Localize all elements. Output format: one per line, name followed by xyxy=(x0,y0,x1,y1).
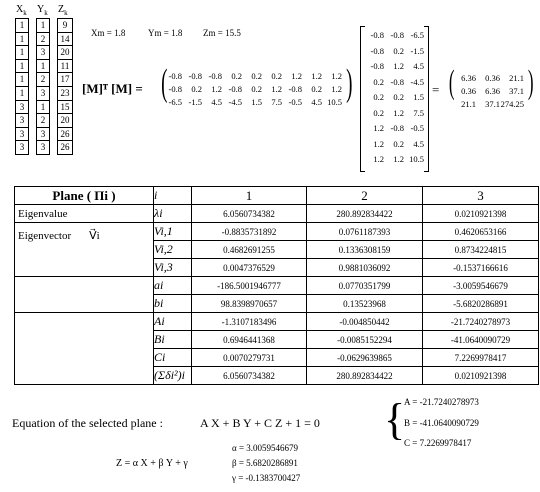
value-cell: 98.8398970657 xyxy=(192,295,307,313)
y-cell: 2 xyxy=(37,114,49,128)
z-cell: 20 xyxy=(58,114,72,128)
x-column-header: $X_k$ xyxy=(16,4,27,17)
matrix-row xyxy=(364,152,424,168)
empty-cell xyxy=(15,313,154,385)
beta-value: β = 5.6820286891 xyxy=(232,458,298,468)
matrix-cell: 6.36 xyxy=(485,86,500,96)
matrix-cell: 10.5 xyxy=(327,97,342,107)
matrix-cell: -6.5 xyxy=(410,30,424,40)
matrix-row xyxy=(452,72,524,85)
z-mean: Zm = 15.5 xyxy=(203,28,241,38)
matrix-cell: -1.5 xyxy=(410,45,424,56)
matrix-row xyxy=(452,85,524,98)
matrix-cell: 21.1 xyxy=(461,99,476,109)
value-cell: 0.0047376529 xyxy=(192,259,307,277)
empty-cell xyxy=(15,277,154,313)
matrix-cell: 0.2 xyxy=(251,71,262,81)
table-row xyxy=(15,313,539,331)
matrix-product-label: [M]ᵀ [M] = xyxy=(82,81,143,96)
result-left-paren: ( xyxy=(448,64,455,101)
y-column-header: $Y_k$ xyxy=(37,4,48,17)
x-mean: Xm = 1.8 xyxy=(91,28,126,38)
matrix-cell: -0.5 xyxy=(288,97,302,107)
x-cell: 3 xyxy=(16,128,28,142)
header-2: 2 xyxy=(307,187,423,205)
x-cell: 1 xyxy=(16,87,28,101)
value-cell: 6.0560734382 xyxy=(192,205,307,223)
row-symbol: Vi,2 xyxy=(154,241,192,259)
y-cell: 3 xyxy=(37,128,49,142)
y-mean: Ym = 1.8 xyxy=(148,28,183,38)
matrix-cell: 1.2 xyxy=(393,107,404,118)
result-matrix xyxy=(452,72,524,111)
matrix-row xyxy=(364,75,424,91)
matrix-cell: -0.8 xyxy=(168,84,182,94)
value-cell: 0.4620653166 xyxy=(423,223,539,241)
header-i: i xyxy=(154,187,192,205)
matrix-cell: 1.5 xyxy=(251,97,262,107)
matrix-cell: -4.5 xyxy=(410,76,424,87)
z-cell: 17 xyxy=(58,73,72,87)
value-cell: 0.9881036092 xyxy=(307,259,423,277)
row-symbol: Vi,1 xyxy=(154,223,192,241)
z-cell: 15 xyxy=(58,101,72,115)
matrix-cell: 4.5 xyxy=(311,97,322,107)
y-cell: 1 xyxy=(37,101,49,115)
y-cell: 1 xyxy=(37,19,49,33)
value-cell: -3.0059546679 xyxy=(423,277,539,295)
header-plane: Plane ( Πi ) xyxy=(15,187,154,205)
matrix-row xyxy=(162,96,342,109)
row-symbol: Ci xyxy=(154,349,192,367)
matrix-cell: 0.2 xyxy=(393,138,404,149)
matrix-cell: 0.2 xyxy=(271,71,282,81)
y-cell: 1 xyxy=(37,60,49,74)
eigenvector-symbol: V⃗i xyxy=(89,230,100,242)
matrix-cell: 0.2 xyxy=(373,92,384,102)
matrix-cell: 10.5 xyxy=(409,154,424,164)
header-3: 3 xyxy=(423,187,539,205)
matrix-cell: 1.2 xyxy=(211,84,222,94)
eigenvector-text: Eigenvector xyxy=(18,230,72,242)
value-cell: 0.0210921398 xyxy=(423,367,539,385)
value-cell: -0.8835731892 xyxy=(192,223,307,241)
z-cell: 26 xyxy=(60,142,70,153)
row-symbol: bi xyxy=(154,295,192,313)
matrix-row xyxy=(364,90,424,106)
matrix-cell: 1.2 xyxy=(331,71,342,81)
brace: { xyxy=(384,395,406,444)
value-cell: -186.5001946777 xyxy=(192,277,307,295)
z-column-header: $Z_k$ xyxy=(58,4,68,17)
mt-right-paren: ) xyxy=(346,62,353,104)
value-cell: 7.2269978417 xyxy=(423,349,539,367)
z-cell: 20 xyxy=(58,46,72,60)
value-cell: -5.6820286891 xyxy=(423,295,539,313)
matrix-cell: -0.8 xyxy=(168,71,182,81)
matrix-cell: 21.1 xyxy=(509,73,524,83)
matrix-row xyxy=(162,83,342,96)
table-row xyxy=(15,205,539,223)
matrix-cell: 4.5 xyxy=(413,138,424,149)
matrix-cell: 0.2 xyxy=(373,76,384,87)
value-cell: 280.892834422 xyxy=(307,367,423,385)
matrix-cell: -0.8 xyxy=(390,76,404,87)
matrix-cell: 1.2 xyxy=(373,123,384,133)
matrix-cell: -1.5 xyxy=(188,97,202,107)
mt-matrix xyxy=(162,70,342,109)
value-cell: -0.0085152294 xyxy=(307,331,423,349)
y-cell: 2 xyxy=(37,73,49,87)
matrix-cell: 1.2 xyxy=(373,138,384,149)
result-right-paren: ) xyxy=(527,64,534,101)
matrix-cell: -0.8 xyxy=(370,61,384,71)
value-cell: -1.3107183496 xyxy=(192,313,307,331)
z-cell: 11 xyxy=(58,60,72,74)
x-cell: 1 xyxy=(16,73,28,87)
value-cell: 0.0761187393 xyxy=(307,223,423,241)
eigenvalue-label: Eigenvalue xyxy=(15,205,154,223)
eigen-table xyxy=(14,186,539,385)
matrix-cell: 1.2 xyxy=(373,154,384,164)
matrix-cell: 1.2 xyxy=(393,154,404,164)
matrix-cell: 6.36 xyxy=(461,73,476,83)
z-cell: 9 xyxy=(58,19,72,33)
row-symbol: Vi,3 xyxy=(154,259,192,277)
table-header-row xyxy=(15,187,539,205)
matrix-cell: 0.2 xyxy=(393,45,404,56)
matrix-cell: 1.2 xyxy=(271,84,282,94)
value-cell: 0.0210921398 xyxy=(423,205,539,223)
value-cell: 0.13523968 xyxy=(307,295,423,313)
value-cell: 0.0070279731 xyxy=(192,349,307,367)
x-cell: 1 xyxy=(16,46,28,60)
matrix-cell: 1.2 xyxy=(393,61,404,71)
row-symbol: Bi xyxy=(154,331,192,349)
matrix-cell: -0.8 xyxy=(390,30,404,40)
z-cell: 14 xyxy=(58,33,72,47)
m-matrix xyxy=(364,28,424,168)
matrix-cell: -0.8 xyxy=(228,84,242,94)
value-cell: 0.0770351799 xyxy=(307,277,423,295)
coef-b: B = -41.0640090729 xyxy=(404,418,479,428)
matrix-cell: -0.8 xyxy=(208,71,222,81)
value-cell: 0.8734224815 xyxy=(423,241,539,259)
coef-c: C = 7.2269978417 xyxy=(404,438,472,448)
matrix-row xyxy=(364,121,424,137)
matrix-cell: -4.5 xyxy=(228,97,242,107)
matrix-cell: 1.2 xyxy=(311,71,322,81)
gamma-value: γ = -0.1383700427 xyxy=(232,473,301,483)
value-cell: 6.0560734382 xyxy=(192,367,307,385)
matrix-cell: 37.1 xyxy=(485,99,500,109)
x-cell: 3 xyxy=(16,114,28,128)
matrix-cell: 4.5 xyxy=(211,97,222,107)
equals-sign: = xyxy=(432,82,440,97)
y-cell: 2 xyxy=(37,33,49,47)
matrix-cell: -0.8 xyxy=(188,71,202,81)
matrix-row xyxy=(364,106,424,122)
matrix-cell: -0.8 xyxy=(370,30,384,40)
matrix-cell: 1.2 xyxy=(291,71,302,81)
z-cell: 26 xyxy=(58,128,72,142)
x-cell: 3 xyxy=(19,142,25,153)
y-column xyxy=(36,18,50,155)
row-symbol: λi xyxy=(154,205,192,223)
value-cell: 0.4682691255 xyxy=(192,241,307,259)
z-equation: Z = α X + β Y + γ xyxy=(116,458,188,469)
z-column xyxy=(57,18,73,155)
matrix-cell: -6.5 xyxy=(168,97,182,107)
row-symbol: Ai xyxy=(154,313,192,331)
matrix-cell: -0.8 xyxy=(288,84,302,94)
plane-equation: A X + B Y + C Z + 1 = 0 xyxy=(200,416,320,430)
mt-left-paren: ( xyxy=(161,62,168,104)
matrix-cell: 0.2 xyxy=(191,84,202,94)
x-cell: 1 xyxy=(16,33,28,47)
eigenvector-label xyxy=(15,223,154,277)
y-cell: 3 xyxy=(37,87,49,101)
matrix-cell: 7.5 xyxy=(413,107,424,118)
value-cell: -21.7240278973 xyxy=(423,313,539,331)
value-cell: -0.0629639865 xyxy=(307,349,423,367)
table-row xyxy=(15,277,539,295)
matrix-cell: 274.25 xyxy=(500,99,524,109)
matrix-cell: 7.5 xyxy=(271,97,282,107)
matrix-cell: 0.36 xyxy=(461,86,476,96)
matrix-row xyxy=(364,137,424,153)
matrix-row xyxy=(162,70,342,83)
y-cell: 3 xyxy=(37,46,49,60)
x-cell: 3 xyxy=(16,101,28,115)
matrix-cell: 0.2 xyxy=(231,71,242,81)
matrix-cell: 0.36 xyxy=(485,73,500,83)
row-symbol: (Σδi²)i xyxy=(154,367,192,385)
row-symbol: ai xyxy=(154,277,192,295)
matrix-cell: 0.2 xyxy=(311,84,322,94)
matrix-cell: 1.5 xyxy=(413,92,424,102)
matrix-row xyxy=(364,59,424,75)
matrix-row xyxy=(364,28,424,44)
value-cell: -41.0640090729 xyxy=(423,331,539,349)
x-cell: 1 xyxy=(16,60,28,74)
x-column xyxy=(15,18,29,155)
value-cell: -0.1537166616 xyxy=(423,259,539,277)
x-cell: 1 xyxy=(16,19,28,33)
value-cell: 0.6946441368 xyxy=(192,331,307,349)
z-cell: 23 xyxy=(58,87,72,101)
matrix-cell: -0.8 xyxy=(390,123,404,133)
value-cell: 280.892834422 xyxy=(307,205,423,223)
alpha-value: α = 3.0059546679 xyxy=(232,443,299,453)
header-1: 1 xyxy=(192,187,307,205)
matrix-cell: 0.2 xyxy=(251,84,262,94)
matrix-row xyxy=(364,44,424,60)
matrix-cell: 37.1 xyxy=(509,86,524,96)
matrix-row xyxy=(452,98,524,111)
matrix-cell: 0.2 xyxy=(373,107,384,118)
matrix-cell: 0.2 xyxy=(393,92,404,102)
table-row xyxy=(15,223,539,241)
value-cell: -0.004850442 xyxy=(307,313,423,331)
y-cell: 3 xyxy=(40,142,46,153)
matrix-cell: -0.5 xyxy=(410,123,424,133)
coef-a: A = -21.7240278973 xyxy=(404,397,479,407)
m-right-bracket xyxy=(424,26,429,172)
value-cell: 0.1336308159 xyxy=(307,241,423,259)
matrix-cell: -0.8 xyxy=(370,45,384,56)
equation-label: Equation of the selected plane : xyxy=(12,416,163,430)
matrix-cell: 4.5 xyxy=(413,61,424,71)
matrix-cell: 1.2 xyxy=(331,84,342,94)
